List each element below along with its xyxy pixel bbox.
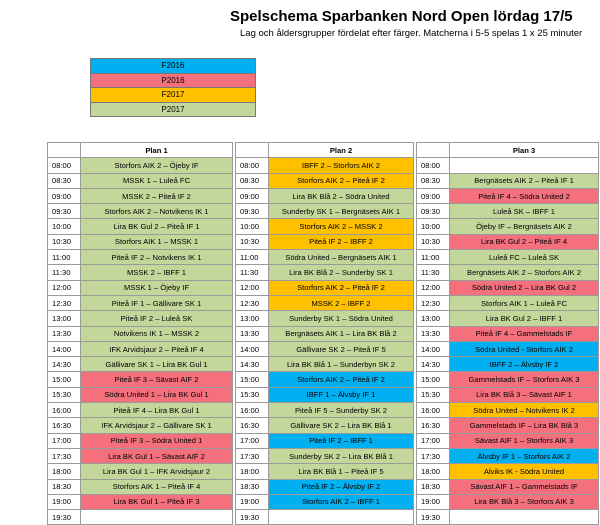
plan-1-header: Plan 1	[81, 143, 233, 158]
plan-2-time: 18:30	[236, 479, 269, 494]
plan-3-match: Lira BK Blå 3 – Sävast AIF 1	[450, 387, 599, 402]
plan-1-match: Gällivare SK 1 – Lira BK Gul 1	[81, 357, 233, 372]
plan-3-time: 08:30	[417, 173, 450, 188]
table-row	[48, 418, 599, 433]
plan-1-match: Södra United 1 – Lira BK Gul 1	[81, 387, 233, 402]
plan-3-match: Södra United – Notvikens IK 2	[450, 403, 599, 418]
plan-1-match: MSSK 2 – Piteå IF 2	[81, 188, 233, 203]
table-row	[48, 188, 599, 203]
plan-2-time: 09:30	[236, 204, 269, 219]
plan-2-time: 08:00	[236, 158, 269, 173]
table-row	[48, 204, 599, 219]
plan-1-time: 19:30	[48, 510, 81, 525]
plan-3-match: Lira BK Gul 2 – Piteå IF 4	[450, 234, 599, 249]
plan-2-match: Gällivare SK 2 – Piteå IF 5	[269, 341, 414, 356]
legend-item	[91, 73, 256, 88]
plan-3-match	[450, 158, 599, 173]
plan-2-match: Gällivare SK 2 – Lira BK Blå 1	[269, 418, 414, 433]
plan-3-match: Sävast AIF 1 – Gammelstads IF	[450, 479, 599, 494]
plan-1-time: 19:00	[48, 494, 81, 509]
plan-3-time: 12:30	[417, 295, 450, 310]
plan-2-time: 17:00	[236, 433, 269, 448]
plan-2-match: Sunderby SK 1 – Bergnäsets AIK 1	[269, 204, 414, 219]
plan-3-time: 18:00	[417, 464, 450, 479]
legend-item	[91, 59, 256, 74]
plan-2-match: Storfors AIK 2 – Piteå IF 2	[269, 280, 414, 295]
page-title: Spelschema Sparbanken Nord Open lördag 17/5	[230, 8, 573, 25]
plan-3-match: IBFF 2 – Älvsby IF 2	[450, 357, 599, 372]
plan-1-match: Storfors AIK 1 – MSSK 1	[81, 234, 233, 249]
plan-3-time: 11:00	[417, 250, 450, 265]
table-row	[48, 326, 599, 341]
plan-2-match: Lira BK Blå 2 – Södra United	[269, 188, 414, 203]
plan-3-match: Bergnäsets AIK 2 – Piteå IF 1	[450, 173, 599, 188]
plan-2-time: 09:00	[236, 188, 269, 203]
plan-3-match: Lira BK Gul 2 – IBFF 1	[450, 311, 599, 326]
plan-3-match: Öjeby IF – Bergnäsets AIK 2	[450, 219, 599, 234]
plan-1-time: 17:00	[48, 433, 81, 448]
legend-label: F2016	[91, 59, 256, 74]
plan-1-match	[81, 510, 233, 525]
plan-1-match: Piteå IF 1 – Gällivare SK 1	[81, 295, 233, 310]
plan-2-time: 11:00	[236, 250, 269, 265]
table-row	[48, 250, 599, 265]
plan-3-match: Sävast AIF 1 – Storfors AIK 3	[450, 433, 599, 448]
plan-1-match: IFK Arvidsjaur 2 – Piteå IF 4	[81, 341, 233, 356]
plan-2-match: Lira BK Blå 1 – Piteå IF 5	[269, 464, 414, 479]
plan-2-match: Piteå IF 2 – IBFF 2	[269, 234, 414, 249]
plan-3-time: 11:30	[417, 265, 450, 280]
plan-3-time: 19:00	[417, 494, 450, 509]
color-legend	[90, 58, 256, 117]
plan-1-time: 18:30	[48, 479, 81, 494]
plan-2-time: 19:30	[236, 510, 269, 525]
plan-3-time: 13:30	[417, 326, 450, 341]
plan-3-match: Storfors AIK 1 – Luleå FC	[450, 295, 599, 310]
plan-3-time: 10:00	[417, 219, 450, 234]
plan-2-time: 12:00	[236, 280, 269, 295]
table-row	[48, 158, 599, 173]
plan-2-match: IBFF 2 – Storfors AIK 2	[269, 158, 414, 173]
plan-1-match: Lira BK Gul 1 – IFK Arvidsjaur 2	[81, 464, 233, 479]
plan-2-time: 15:00	[236, 372, 269, 387]
plan-1-time: 13:30	[48, 326, 81, 341]
plan-2-match: Storfors AIK 2 – IBFF 1	[269, 494, 414, 509]
legend-item	[91, 102, 256, 117]
schedule-table	[47, 142, 599, 525]
table-row	[48, 234, 599, 249]
plan-1-match: Lira BK Gul 1 – Sävast AIF 2	[81, 448, 233, 463]
plan-1-match: MSSK 1 – Öjeby IF	[81, 280, 233, 295]
plan-2-match: Sunderby SK 1 – Södra United	[269, 311, 414, 326]
plan-1-time: 08:00	[48, 158, 81, 173]
plan-3-match: Södra United 2 – Lira BK Gul 2	[450, 280, 599, 295]
plan-3-match: Luleå SK – IBFF 1	[450, 204, 599, 219]
schedule-header-row	[48, 143, 599, 158]
plan-3-match: Lira BK Blå 3 – Storfors AIK 3	[450, 494, 599, 509]
plan-3-time: 09:30	[417, 204, 450, 219]
plan-2-match: Piteå IF 2 – Älvsby IF 2	[269, 479, 414, 494]
page-subtitle: Lag och åldersgrupper fördelat efter färger. Matcherna i 5-5 spelas 1 x 25 minuter	[240, 28, 583, 39]
plan-2-time: 15:30	[236, 387, 269, 402]
plan-1-match: MSSK 2 – IBFF 1	[81, 265, 233, 280]
plan-1-match: Piteå IF 3 – Sävast AIF 2	[81, 372, 233, 387]
plan-3-match: Gammelstads IF – Lira BK Blå 3	[450, 418, 599, 433]
plan-2-time: 13:00	[236, 311, 269, 326]
plan-2-time: 08:30	[236, 173, 269, 188]
plan-1-time: 16:30	[48, 418, 81, 433]
plan-1-time: 14:30	[48, 357, 81, 372]
plan-3-time: 19:30	[417, 510, 450, 525]
plan-1-match: Lira BK Gul 1 – Piteå IF 3	[81, 494, 233, 509]
plan-3-time: 17:30	[417, 448, 450, 463]
plan-1-match: Piteå IF 2 – Luleå SK	[81, 311, 233, 326]
plan-1-time: 13:00	[48, 311, 81, 326]
table-row	[48, 494, 599, 509]
plan-1-match: Storfors AIK 2 – Notvikens IK 1	[81, 204, 233, 219]
table-row	[48, 341, 599, 356]
plan-3-time: 17:00	[417, 433, 450, 448]
plan-3-header: Plan 3	[450, 143, 599, 158]
plan-2-match	[269, 510, 414, 525]
plan-3-time: 16:30	[417, 418, 450, 433]
table-row	[48, 295, 599, 310]
plan-1-match: Storfors AIK 1 – Piteå IF 4	[81, 479, 233, 494]
table-row	[48, 403, 599, 418]
plan-2-time: 10:30	[236, 234, 269, 249]
plan-1-time: 16:00	[48, 403, 81, 418]
legend-label: F2017	[91, 88, 256, 103]
plan-2-time: 11:30	[236, 265, 269, 280]
table-row	[48, 372, 599, 387]
plan-2-time: 14:00	[236, 341, 269, 356]
plan-3-match: Piteå IF 4 – Södra United 2	[450, 188, 599, 203]
plan-1-match: Piteå IF 4 – Lira BK Gul 1	[81, 403, 233, 418]
plan-1-time: 18:00	[48, 464, 81, 479]
plan-1-match: Piteå IF 3 – Södra United 1	[81, 433, 233, 448]
plan-2-match: Södra United – Bergnäsets AIK 1	[269, 250, 414, 265]
plan-2-time: 16:00	[236, 403, 269, 418]
plan-3-time: 08:00	[417, 158, 450, 173]
plan-3-time: 16:00	[417, 403, 450, 418]
plan-3-time: 10:30	[417, 234, 450, 249]
table-row	[48, 173, 599, 188]
plan-2-time: 13:30	[236, 326, 269, 341]
plan-2-time: 18:00	[236, 464, 269, 479]
plan-3-match: Piteå IF 4 – Gammelstads IF	[450, 326, 599, 341]
plan-3-match: Gammelstads IF – Storfors AIK 3	[450, 372, 599, 387]
table-row	[48, 448, 599, 463]
plan-1-match: Lira BK Gul 2 – Piteå IF 1	[81, 219, 233, 234]
plan-1-match: Notvikens IK 1 – MSSK 2	[81, 326, 233, 341]
table-row	[48, 387, 599, 402]
legend-item	[91, 88, 256, 103]
plan-3-match: Luleå FC – Luleå SK	[450, 250, 599, 265]
plan-2-match: Bergnäsets AIK 1 – Lira BK Blå 2	[269, 326, 414, 341]
plan-2-time: 10:00	[236, 219, 269, 234]
table-row	[48, 433, 599, 448]
table-row	[48, 510, 599, 525]
legend-label: P2017	[91, 102, 256, 117]
plan-1-match: Piteå IF 2 – Notvikens IK 1	[81, 250, 233, 265]
plan-3-time: 12:00	[417, 280, 450, 295]
plan-1-time: 15:00	[48, 372, 81, 387]
plan-2-match: Sunderby SK 2 – Lira BK Blå 1	[269, 448, 414, 463]
plan-1-time: 12:00	[48, 280, 81, 295]
plan-1-time: 11:30	[48, 265, 81, 280]
plan-3-time: 15:30	[417, 387, 450, 402]
plan-1-time: 17:30	[48, 448, 81, 463]
plan-2-time: 12:30	[236, 295, 269, 310]
plan-3-match: Alviks IK - Södra United	[450, 464, 599, 479]
plan-1-time: 10:30	[48, 234, 81, 249]
plan-2-match: MSSK 2 – IBFF 2	[269, 295, 414, 310]
plan-3-match	[450, 510, 599, 525]
plan-2-time: 14:30	[236, 357, 269, 372]
legend-label: P2016	[91, 73, 256, 88]
plan-2-time: 19:00	[236, 494, 269, 509]
table-row	[48, 464, 599, 479]
plan-1-match: MSSK 1 – Luleå FC	[81, 173, 233, 188]
plan-1-time: 12:30	[48, 295, 81, 310]
plan-2-match: Piteå IF 5 – Sunderby SK 2	[269, 403, 414, 418]
table-row	[48, 357, 599, 372]
plan-1-time: 15:30	[48, 387, 81, 402]
plan-3-match: Södra United - Storfors AIK 2	[450, 341, 599, 356]
plan-1-time: 08:30	[48, 173, 81, 188]
plan-2-match: Lira BK Blå 1 – Sunderbyn SK 2	[269, 357, 414, 372]
plan-1-time: 09:30	[48, 204, 81, 219]
plan-3-time: 13:00	[417, 311, 450, 326]
plan-1-match: IFK Arvidsjaur 2 – Gällivare SK 1	[81, 418, 233, 433]
plan-2-header: Plan 2	[269, 143, 414, 158]
plan-2-match: Piteå IF 2 – IBFF 1	[269, 433, 414, 448]
plan-3-time: 14:00	[417, 341, 450, 356]
plan-3-match: Bergnäsets AIK 2 – Storfors AIK 2	[450, 265, 599, 280]
table-row	[48, 265, 599, 280]
plan-3-time: 18:30	[417, 479, 450, 494]
plan-2-time: 17:30	[236, 448, 269, 463]
plan-3-time: 15:00	[417, 372, 450, 387]
table-row	[48, 311, 599, 326]
plan-1-time: 10:00	[48, 219, 81, 234]
plan-1-time: 09:00	[48, 188, 81, 203]
plan-2-match: Lira BK Blå 2 – Sunderby SK 1	[269, 265, 414, 280]
table-row	[48, 219, 599, 234]
plan-1-time: 11:00	[48, 250, 81, 265]
table-row	[48, 280, 599, 295]
table-row	[48, 479, 599, 494]
plan-2-match: Storfors AIK 2 – MSSK 2	[269, 219, 414, 234]
plan-2-time: 16:30	[236, 418, 269, 433]
plan-1-time: 14:00	[48, 341, 81, 356]
plan-3-match: Älvsby IF 1 – Storfors AIK 2	[450, 448, 599, 463]
plan-2-match: Storfors AIK 2 – Piteå IF 2	[269, 173, 414, 188]
plan-2-match: IBFF 1 – Älvsby IF 1	[269, 387, 414, 402]
plan-3-time: 14:30	[417, 357, 450, 372]
plan-1-match: Storfors AIK 2 – Öjeby IF	[81, 158, 233, 173]
plan-3-time: 09:00	[417, 188, 450, 203]
plan-2-match: Storfors AIK 2 – Piteå IF 2	[269, 372, 414, 387]
